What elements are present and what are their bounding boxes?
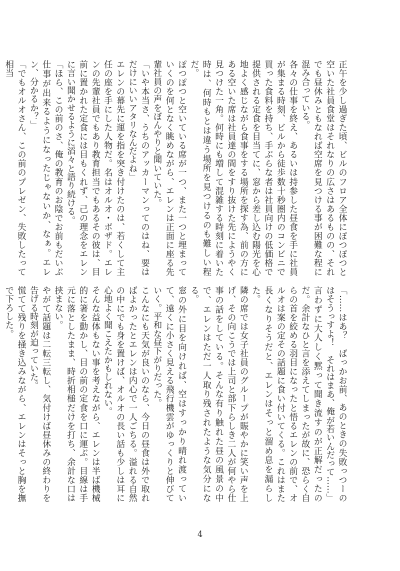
- paragraph: エレンの幕先に運を指を突き付けたのは、若くして主任の座を手にした人物だ。名はオルオ・ボザド。エレンの先輩社員でもあり教育担当でもあるその彼は、目前に置かれた定食には目もくれず、己の理念をエレンに言い聞かせるように滔々と語り続ける。: [65, 60, 125, 276]
- dialogue-line: 「いや本当さ、うちのアッカーマンってのはね、要はだけにいいアタリなんだよね」: [127, 60, 150, 276]
- lower-text-block: [3, 286, 348, 503]
- dialogue-line: 「ほら、この前のさ、俺の教育のお陰でお前もだいぶ仕事が出来るようになったじゃないか、なぁ。エレン、分かるか？」: [28, 60, 64, 276]
- page-body: [3, 60, 348, 503]
- paragraph: こんなにも天気が良いのなら、今日の昼食は外で取ればよかったとエレンは内心で一人ごちる。溢れる自然の中にでも身を置けば、オルオの長い話も少しは耳に心地よく聞こえたかもしれない。: [102, 286, 150, 502]
- upper-text-block: [3, 60, 348, 276]
- paragraph: 窓の外に目を向ければ、空はすっかり晴れ渡っていて、遠くに小さく見える飛行機雲がゆっくりと伸びていく。平和な昼下がりだった。: [151, 286, 187, 502]
- page-number: 4: [197, 530, 203, 539]
- paragraph: 各々の仕事を終え、あるいは持参した昼食を手に社員が集まる時刻、ビルから徒歩数十秒圏内のコンビニで買った食料を持ち、手ぶらな者は社員向けの低価格で提供される定食を目当てに、窓から差し込む陽光を心地よく感じながら食事をする場所を探す為、前の方にある空いた席は社員達の間をすり抜けた先にようやく見つけた一角。何時にも増して混雑する時刻に着いた時は、何時もとは違う場所を見つけるのも難しい程だ。: [188, 60, 298, 276]
- paragraph: 慌てて残りを掻き込みながら、エレンはそっと胸を撫で下ろした。: [3, 286, 27, 502]
- paragraph: ぽつぽつと空いている席が一つ、また一つと埋まっていくのを何となく眺めながら、エレンは正面に座る先輩社員の声をぼんやりと聞いていた。: [151, 60, 187, 276]
- paragraph: 正午を少し過ぎた頃、ビルのフロア全体にぽつぽつと空いた社員食堂はそれなりの広さはあるものの、それでも昼休みともなれば空席を見つける事が困難な程に混み合っている。: [299, 60, 347, 276]
- dialogue-line: 「でもオルオさん、この前のプレゼン、失敗したって相当: [3, 60, 27, 276]
- paragraph: そんな益体もない事を考えながら、エレンは半ば機械的に箸を動かし、目の前の定食を口に運ぶ。目線は手元に落としたまま、時折相槌だけを打ち、余計な口は挟まない。: [53, 286, 101, 502]
- dialogue-line: 「……はあ？ ばっかお前、あのときの失敗っつーのはそうっすよ！ それはまあ、俺が若いんだって……」: [324, 286, 347, 503]
- paragraph: 隣の席では女子社員のグループが賑やかに笑い声を上げ、その向こうでは上司と部下らしき二人が何やら仕事の話をしている。そんな有り触れた昼の風景の中で、エレンはただ一人取り残されたような気分になる。: [188, 286, 249, 502]
- paragraph: 言わずに大人しく黙って聞き流すのが正解だったのだ。余計なひと言を添えてしまったが故に、恐らく自らの首を絞める羽目になったと悟るエレンの前で、オルオは案の定その話題に食い付いてくる。これはまた長くなりそうだと、エレンはそっと溜め息を漏らした。: [250, 286, 323, 502]
- paragraph: やがて話題は二転三転し、気付けば昼休みの終わりを告げる時刻が迫っていた。: [28, 286, 51, 502]
